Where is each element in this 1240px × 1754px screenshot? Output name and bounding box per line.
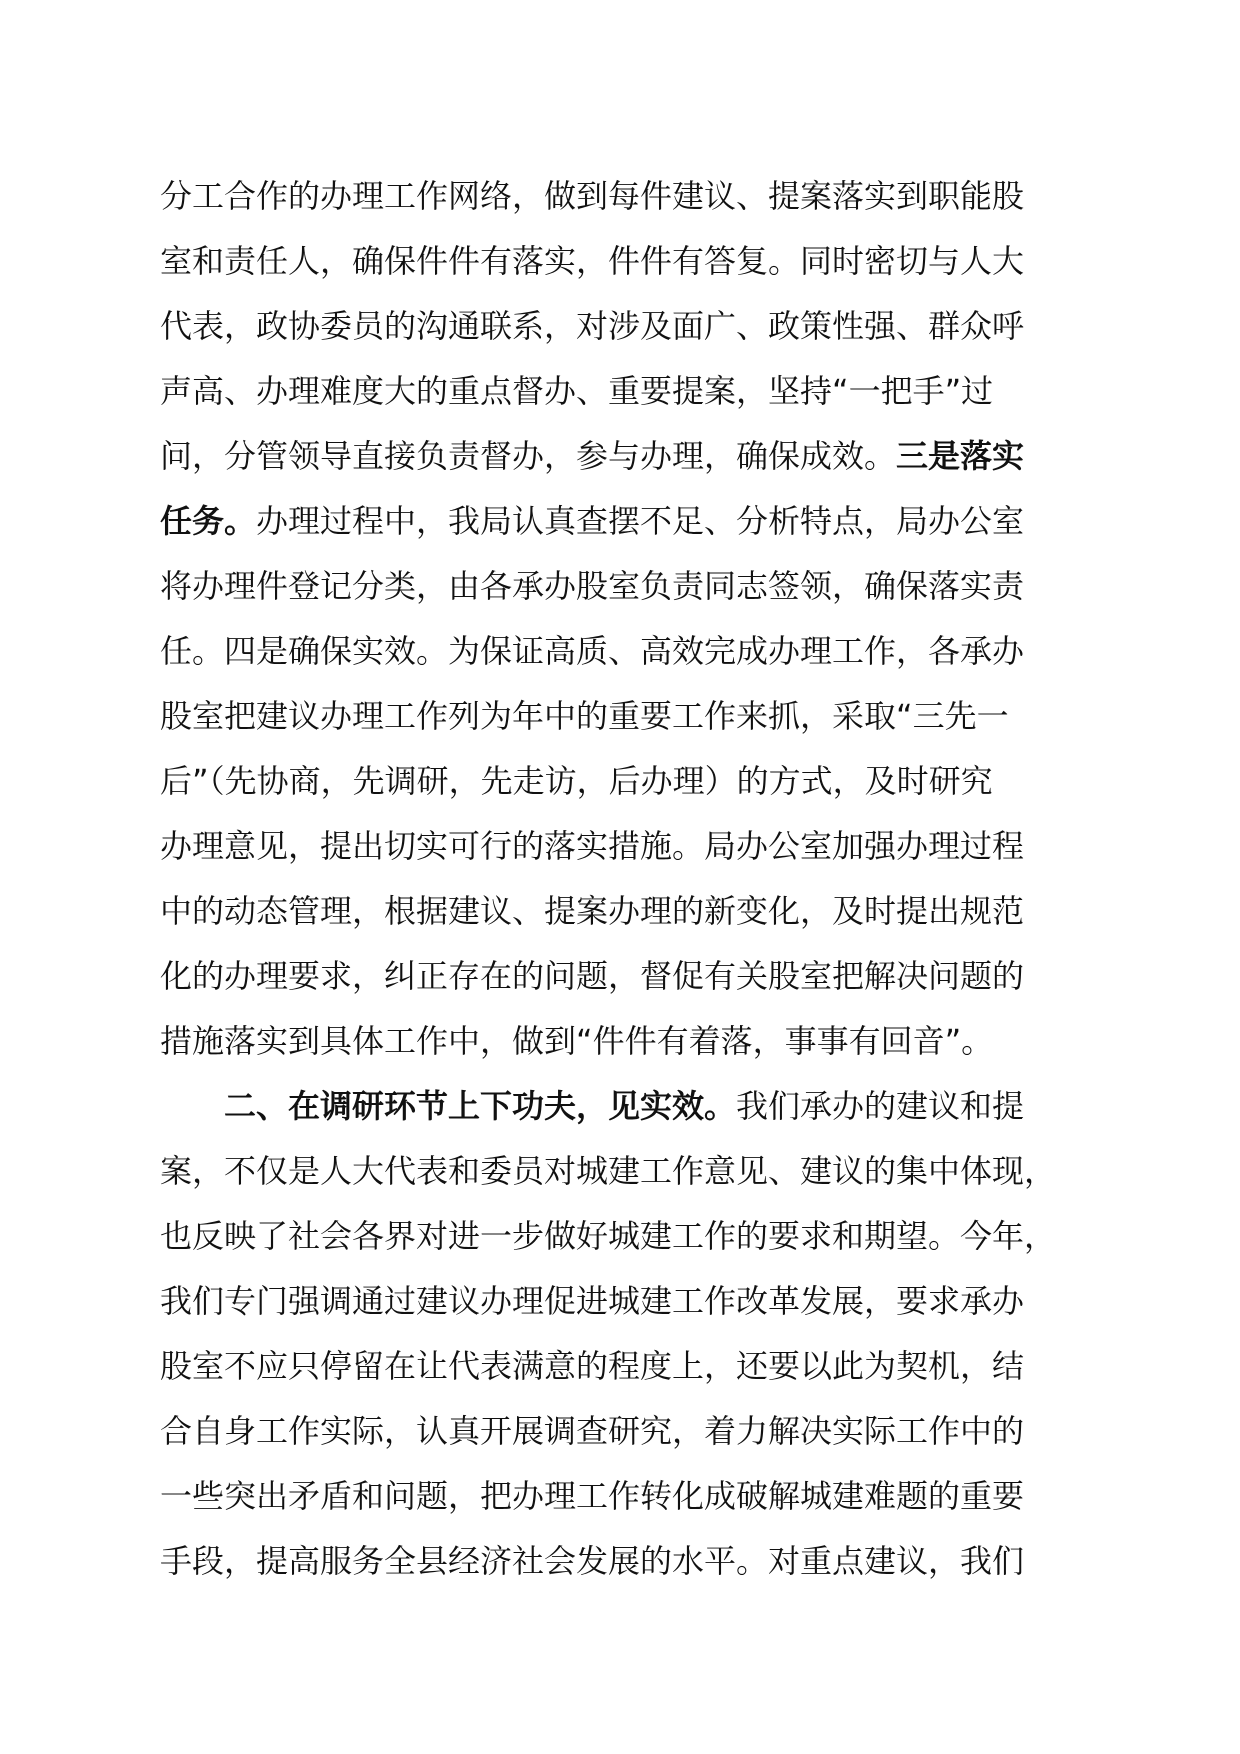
text-segment: 化的办理要求，纠正存在的问题，督促有关股室把解决问题的 [160,957,1025,995]
text-segment: 手段，提高服务全县经济社会发展的水平。对重点建议，我们 [160,1542,1025,1580]
bold-text-segment: 三是落实 [896,437,1025,475]
body-text [160,164,1120,1594]
text-line [160,814,1120,879]
text-line [160,554,1120,619]
text-line [160,1204,1120,1269]
text-line [160,684,1120,749]
text-line [160,619,1120,684]
text-segment: 代表，政协委员的沟通联系，对涉及面广、政策性强、群众呼 [160,307,1025,345]
text-line [160,294,1120,359]
bold-text-segment: 任务。 [160,502,257,540]
text-line [160,1139,1120,1204]
text-line [160,1529,1120,1594]
text-segment: 股室把建议办理工作列为年中的重要工作来抓，采取“三先一 [160,697,1009,735]
text-segment: 合自身工作实际，认真开展调查研究，着力解决实际工作中的 [160,1412,1025,1450]
text-segment: 一些突出矛盾和问题，把办理工作转化成破解城建难题的重要 [160,1477,1025,1515]
text-line [160,749,1120,814]
text-segment: 我们专门强调通过建议办理促进城建工作改革发展，要求承办 [160,1282,1025,1320]
text-line [160,879,1120,944]
paragraph-heading-line [160,1074,1120,1139]
bold-text-segment: 二、在调研环节上下功夫，见实效。 [224,1087,737,1125]
text-line [160,1009,1120,1074]
text-segment: 股室不应只停留在让代表满意的程度上，还要以此为契机，结 [160,1347,1025,1385]
text-segment: 室和责任人，确保件件有落实，件件有答复。同时密切与人大 [160,242,1025,280]
text-segment: 将办理件登记分类，由各承办股室负责同志签领，确保落实责 [160,567,1025,605]
text-line [160,489,1120,554]
text-line [160,1464,1120,1529]
text-line [160,1334,1120,1399]
text-segment: 案，不仅是人大代表和委员对城建工作意见、建议的集中体现， [160,1152,1057,1190]
text-segment: 任。四是确保实效。为保证高质、高效完成办理工作，各承办 [160,632,1025,670]
text-segment: 措施落实到具体工作中，做到“件件有着落，事事有回音”。 [160,1022,994,1060]
text-line [160,164,1120,229]
text-segment: 也反映了社会各界对进一步做好城建工作的要求和期望。今年， [160,1217,1057,1255]
text-line [160,424,1120,489]
text-segment: 中的动态管理，根据建议、提案办理的新变化，及时提出规范 [160,892,1025,930]
text-line [160,359,1120,424]
text-line [160,1399,1120,1464]
text-segment: 问，分管领导直接负责督办，参与办理，确保成效。 [160,437,897,475]
text-segment: 我们承办的建议和提 [736,1087,1025,1125]
text-line [160,1269,1120,1334]
text-segment: 办理意见，提出切实可行的落实措施。局办公室加强办理过程 [160,827,1025,865]
text-line [160,229,1120,294]
text-segment: 后”（先协商，先调研，先走访，后办理）的方式，及时研究 [160,762,993,800]
text-segment: 办理过程中，我局认真查摆不足、分析特点，局办公室 [256,502,1025,540]
text-segment: 声高、办理难度大的重点督办、重要提案，坚持“一把手”过 [160,372,994,410]
text-segment: 分工合作的办理工作网络，做到每件建议、提案落实到职能股 [160,177,1025,215]
text-line [160,944,1120,1009]
